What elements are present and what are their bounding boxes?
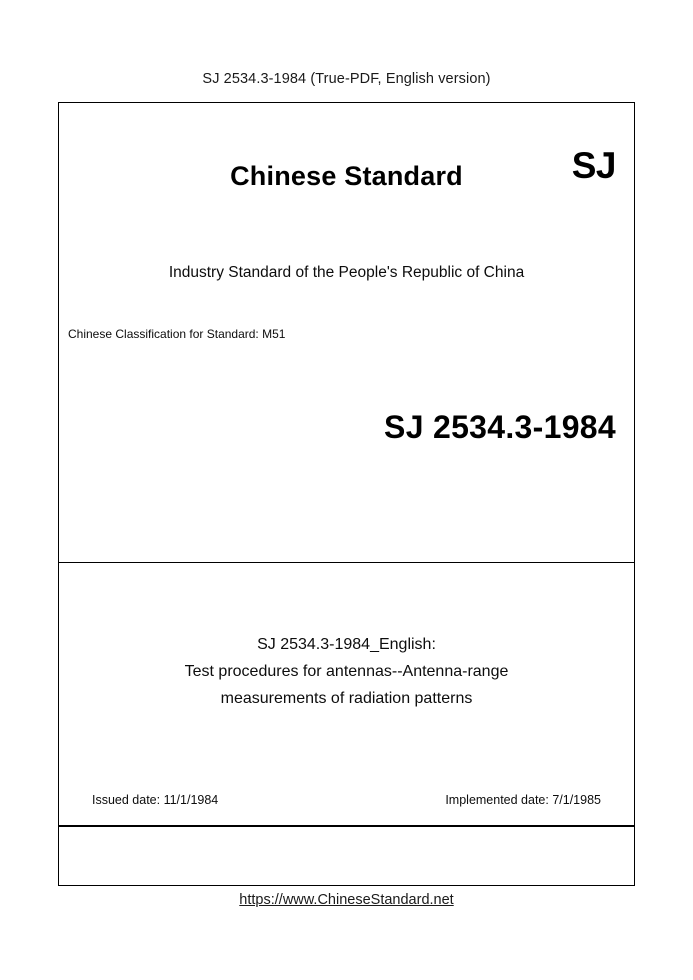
document-header-line: SJ 2534.3-1984 (True-PDF, English version) bbox=[202, 71, 491, 87]
english-title-line-3: measurements of radiation patterns bbox=[220, 690, 473, 707]
website-link[interactable]: https://www.ChineseStandard.net bbox=[239, 892, 454, 908]
dates-row bbox=[59, 793, 634, 807]
classification-code: Chinese Classification for Standard: M51 bbox=[68, 327, 286, 341]
cover-subtitle: Industry Standard of the People's Republic of China bbox=[168, 264, 525, 281]
english-title-block bbox=[59, 631, 634, 712]
cover-border-box bbox=[58, 102, 635, 886]
english-title-line-1: SJ 2534.3-1984_English: bbox=[257, 636, 436, 653]
cover-upper-section bbox=[59, 103, 634, 563]
issued-date: Issued date: 11/1/1984 bbox=[92, 793, 219, 807]
english-title-line-2: Test procedures for antennas--Antenna-range bbox=[184, 663, 509, 680]
cover-footer-band bbox=[59, 825, 634, 887]
sj-logo: SJ bbox=[571, 145, 616, 186]
page-title: Chinese Standard bbox=[230, 161, 463, 191]
cover-lower-section bbox=[59, 563, 634, 825]
implemented-date: Implemented date: 7/1/1985 bbox=[445, 793, 601, 807]
standard-number: SJ 2534.3-1984 bbox=[384, 409, 616, 445]
